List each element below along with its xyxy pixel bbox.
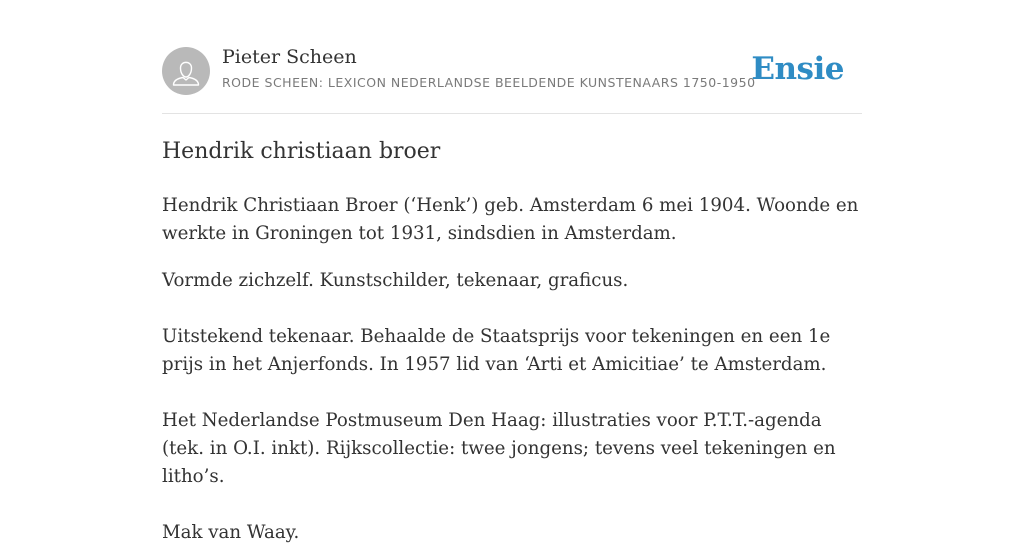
author-avatar[interactable]	[162, 47, 210, 95]
brand-logo[interactable]: Ensie	[751, 51, 844, 87]
article-title: Hendrik christiaan broer	[162, 139, 441, 164]
header-divider	[162, 113, 862, 114]
article-body	[162, 137, 862, 547]
article-paragraph: Hendrik Christiaan Broer (‘Henk’) geb. Amsterdam 6 mei 1904. Woonde en werkte in Groningen tot 1931, sindsdien in Amsterdam.	[162, 195, 859, 244]
article-paragraph: Het Nederlandse Postmuseum Den Haag: illustraties voor P.T.T.-agenda (tek. in O.I. inkt). Rijkscollectie: twee jongens; tevens veel tekeningen en litho’s.	[162, 410, 836, 487]
article-header	[162, 46, 862, 96]
article-paragraph: Uitstekend tekenaar. Behaalde de Staatsprijs voor tekeningen en een 1e prijs in het Anjerfonds. In 1957 lid van ‘Arti et Amicitiae’ te Amsterdam.	[162, 326, 831, 375]
article-paragraph: Vormde zichzelf. Kunstschilder, tekenaar, graficus.	[162, 270, 629, 291]
author-name[interactable]: Pieter Scheen	[222, 46, 357, 68]
user-silhouette-icon	[162, 47, 210, 95]
article-paragraph: Mak van Waay.	[162, 522, 300, 543]
source-title[interactable]: RODE SCHEEN: LEXICON NEDERLANDSE BEELDENDE KUNSTENAARS 1750-1950	[222, 75, 756, 90]
